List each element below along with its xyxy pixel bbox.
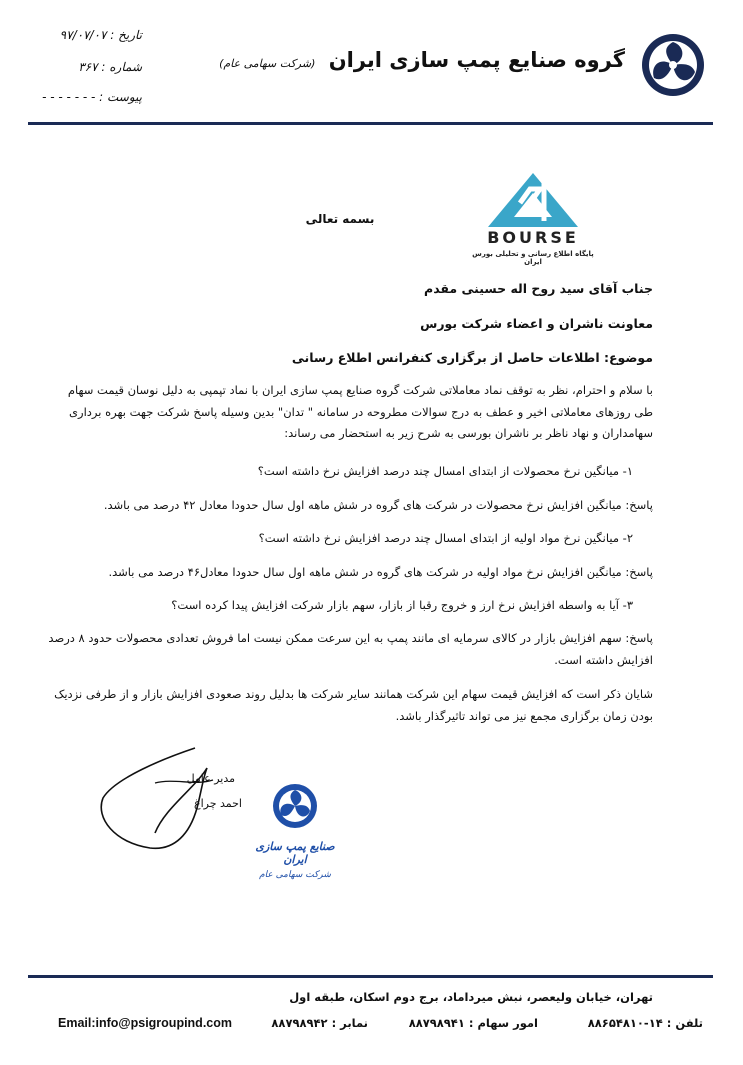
intro-paragraph: با سلام و احترام، نظر به توقف نماد معاملاتی شرکت گروه صنایع پمپ سازی ایران با نماد تپمپی به دلیل نوسان قیمت سهام طی روزهای معاملاتی اخیر و عطف به درج سوالات مطروحه در سامانه " تدان" بدین وسیله پاسخ شرکت جهت بهره برداری سهامداران و نهاد ناظر بر ناشران بورسی به شرح زیر به استحضار می رساند: [67, 383, 653, 440]
date-value: ۹۷/۰۷/۰۷ [59, 28, 107, 42]
footer-fax: نمابر : ۸۸۷۹۸۹۴۲ [271, 1016, 368, 1030]
attachment-value: - - - - - - - [42, 90, 96, 104]
company-stamp [245, 782, 345, 892]
answer-3: پاسخ: سهم افزایش بازار در کالای سرمایه ای مانند پمپ به این سرعت ممکن نیست اما فروش تعدادی محصولات حدود ۸ درصد افزایش داشته است. [48, 631, 653, 667]
footer-divider [28, 975, 713, 978]
attachment-label: پیوست : [99, 90, 142, 104]
subject: موضوع: اطلاعات حاصل از برگزاری کنفرانس اطلاع رسانی [291, 350, 653, 365]
signatory-title: مدیر عامل [186, 772, 235, 785]
date-field [22, 28, 142, 42]
bourse-logo-subtitle: پایگاه اطلاع رسانی و تحلیلی بورس ایران [472, 250, 594, 266]
basmala: بسمه تعالی [305, 212, 375, 226]
bourse-logo-word: BOURSE [487, 228, 579, 247]
answer-2: پاسخ: میانگین افزایش نرخ مواد اولیه در شرکت های گروه در شش ماهه اول سال حدودا معادل۴۶ درصد می باشد. [108, 565, 653, 579]
footer-email[interactable]: Email:info@psigroupind.com [58, 1016, 232, 1030]
company-name [219, 48, 625, 72]
number-label: شماره : [101, 60, 142, 74]
date-label: تاریخ : [110, 28, 142, 42]
stamp-line-2: شرکت سهامی عام [259, 870, 331, 880]
question-1: ۱- میانگین نرخ محصولات از ابتدای امسال چند درصد افزایش نرخ داشته است؟ [257, 464, 633, 478]
number-value: ۳۶۷ [78, 60, 98, 74]
company-type: (شرکت سهامی عام) [219, 57, 316, 70]
number-field [22, 60, 142, 74]
company-logo-icon [640, 32, 706, 98]
company-name-text: گروه صنایع پمپ سازی ایران [328, 48, 625, 72]
closing-paragraph: شایان ذکر است که افزایش قیمت سهام این شرکت همانند سایر شرکت ها بدلیل روند صعودی افزایش بازار و از طرفی نزدیک بودن زمان برگزاری مجمع نیز می تواند تاثیرگذار باشد. [54, 687, 653, 723]
stamp-line-1: صنایع پمپ سازی ایران [255, 840, 335, 866]
footer-phone: تلفن : ۱۴-۸۸۶۵۴۸۱۰ [587, 1016, 703, 1030]
question-2: ۲- میانگین نرخ مواد اولیه از ابتدای امسال چند درصد افزایش نرخ داشته است؟ [258, 531, 633, 545]
answer-1: پاسخ: میانگین افزایش نرخ محصولات در شرکت های گروه در شش ماهه اول سال حدودا معادل ۴۲ درصد می باشد. [103, 498, 653, 512]
attachment-field [22, 90, 142, 104]
footer-shares: امور سهام : ۸۸۷۹۸۹۴۱ [408, 1016, 538, 1030]
header-divider [28, 122, 713, 125]
question-3: ۳- آیا به واسطه افزایش نرخ ارز و خروج رقبا از بازار، سهم بازار شرکت افزایش پیدا کرده است؟ [171, 598, 633, 612]
signatory-name: احمد چراغ [194, 797, 242, 810]
recipient-title: معاونت ناشران و اعضاء شرکت بورس [420, 316, 653, 331]
footer-address: تهران، خیابان ولیعصر، نبش میرداماد، برج دوم اسکان، طبقه اول [289, 990, 653, 1004]
recipient: جناب آقای سید روح اله حسینی مقدم [424, 281, 653, 296]
